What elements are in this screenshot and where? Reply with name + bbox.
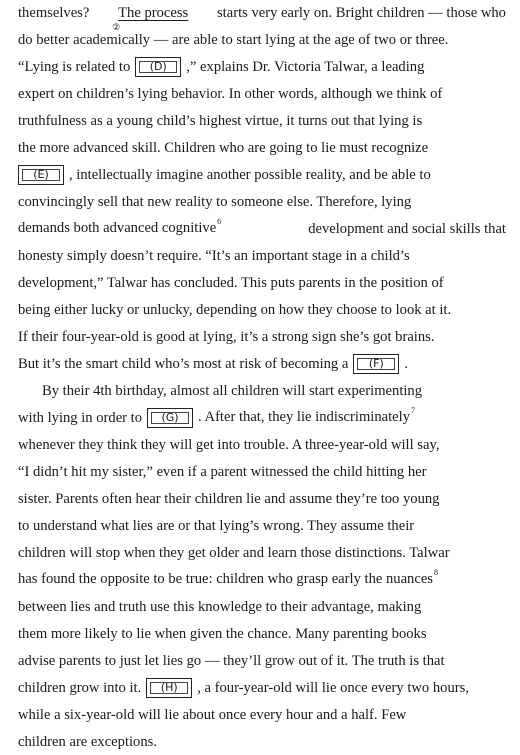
text-line <box>18 405 506 431</box>
question-marker: ② <box>112 23 121 33</box>
text-segment: starts very early on. Bright children — those who <box>217 5 506 21</box>
text-segment: “I didn’t hit my sister,” even if a parent witnessed the child hitting her <box>18 464 427 480</box>
blank-F <box>353 354 399 374</box>
text-segment: to understand what lies are or that lying’s wrong. They assume their <box>18 518 415 534</box>
text-segment: between lies and truth use this knowledge to their advantage, making <box>18 599 422 615</box>
text-segment: . <box>404 356 409 372</box>
blank-label: (F) <box>368 357 384 370</box>
text-segment: expert on children’s lying behavior. In other words, although we think of <box>18 86 443 102</box>
text-segment: “Lying is related to <box>18 59 131 75</box>
text-segment: convincingly sell that new reality to someone else. Therefore, lying <box>18 194 412 210</box>
text-line <box>18 351 506 377</box>
text-segment: with lying in order to <box>18 410 143 426</box>
text-segment: children are exceptions. <box>18 734 157 750</box>
text-line <box>18 270 506 296</box>
text-line <box>18 675 506 701</box>
text-segment: development,” Talwar has concluded. This puts parents in the position of <box>18 275 444 291</box>
text-line <box>18 432 506 458</box>
text-segment: do better academically — are able to start lying at the age of two or three. <box>18 32 449 48</box>
text-line <box>18 486 506 512</box>
text-segment: truthfulness as a young child’s highest virtue, it turns out that lying is <box>18 113 423 129</box>
text-segment: sister. Parents often hear their children lie and assume they’re too young <box>18 491 440 507</box>
text-line <box>18 27 506 53</box>
text-segment: has found the opposite to be true: children who grasp early the nuances <box>18 571 433 587</box>
blank-label: (D) <box>149 60 167 73</box>
underlined-phrase <box>112 0 189 33</box>
text-segment: the more advanced skill. Children who are going to lie must recognize <box>18 140 429 156</box>
text-segment: , a four-year-old will lie once every two hours, <box>197 680 469 696</box>
text-with-note <box>18 566 438 594</box>
text-segment: while a six-year-old will lie about once every hour and a half. Few <box>18 707 407 723</box>
text-segment: being either lucky or unlucky, depending on how they choose to look at it. <box>18 302 452 318</box>
text-line <box>18 0 506 33</box>
text-line <box>18 459 506 485</box>
text-line <box>18 162 506 188</box>
text-line <box>18 54 506 80</box>
text-line <box>18 621 506 647</box>
text-line <box>18 297 506 323</box>
text-segment: ,” explains Dr. Victoria Talwar, a leading <box>186 59 425 75</box>
text-line <box>18 189 506 215</box>
text-segment: But it’s the smart child who’s most at risk of becoming a <box>18 356 349 372</box>
text-line <box>18 540 506 566</box>
text-segment: children grow into it. <box>18 680 142 696</box>
text-line <box>18 108 506 134</box>
text-line <box>18 243 506 269</box>
text-line <box>18 513 506 539</box>
text-line <box>18 702 506 728</box>
text-segment: children will stop when they get older and learn those distinctions. Talwar <box>18 545 450 561</box>
text-segment: demands both advanced cognitive <box>18 220 217 236</box>
text-line <box>18 216 506 242</box>
blank-label: (G) <box>161 411 179 424</box>
text-segment: , intellectually imagine another possible reality, and be able to <box>69 167 431 183</box>
text-segment: If their four-year-old is good at lying, it’s a strong sign she’s got brains. <box>18 329 435 345</box>
text-with-note <box>18 215 221 243</box>
text-with-note <box>198 404 415 432</box>
text-line <box>18 81 506 107</box>
blank-E <box>18 165 64 185</box>
text-segment: whenever they think they will get into trouble. A three-year-old will say, <box>18 437 440 453</box>
text-segment: By their 4th birthday, almost all children will start experimenting <box>42 383 423 399</box>
text-line <box>18 567 506 593</box>
underlined-text: The process <box>118 5 189 21</box>
text-line <box>18 324 506 350</box>
text-segment: . After that, they lie indiscriminately <box>198 409 411 425</box>
blank-H <box>146 678 192 698</box>
blank-G <box>147 408 193 428</box>
text-segment: honesty simply doesn’t require. “It’s an important stage in a child’s <box>18 248 410 264</box>
text-segment: development and social skills that <box>308 221 506 237</box>
blank-label: (H) <box>160 681 178 694</box>
footnote-marker: 8 <box>434 568 438 577</box>
text-segment: them more likely to lie when given the chance. Many parenting books <box>18 626 427 642</box>
text-line <box>18 378 506 404</box>
text-segment: advise parents to just let lies go — they’ll grow out of it. The truth is that <box>18 653 445 669</box>
footnote-marker: 6 <box>217 217 222 226</box>
text-line <box>18 648 506 674</box>
footnote-marker: 7 <box>411 406 416 415</box>
text-line <box>18 594 506 620</box>
text-line <box>18 135 506 161</box>
blank-label: (E) <box>33 168 49 181</box>
text-segment: themselves? <box>18 5 90 21</box>
text-line-last <box>18 729 506 750</box>
blank-D <box>135 57 181 77</box>
